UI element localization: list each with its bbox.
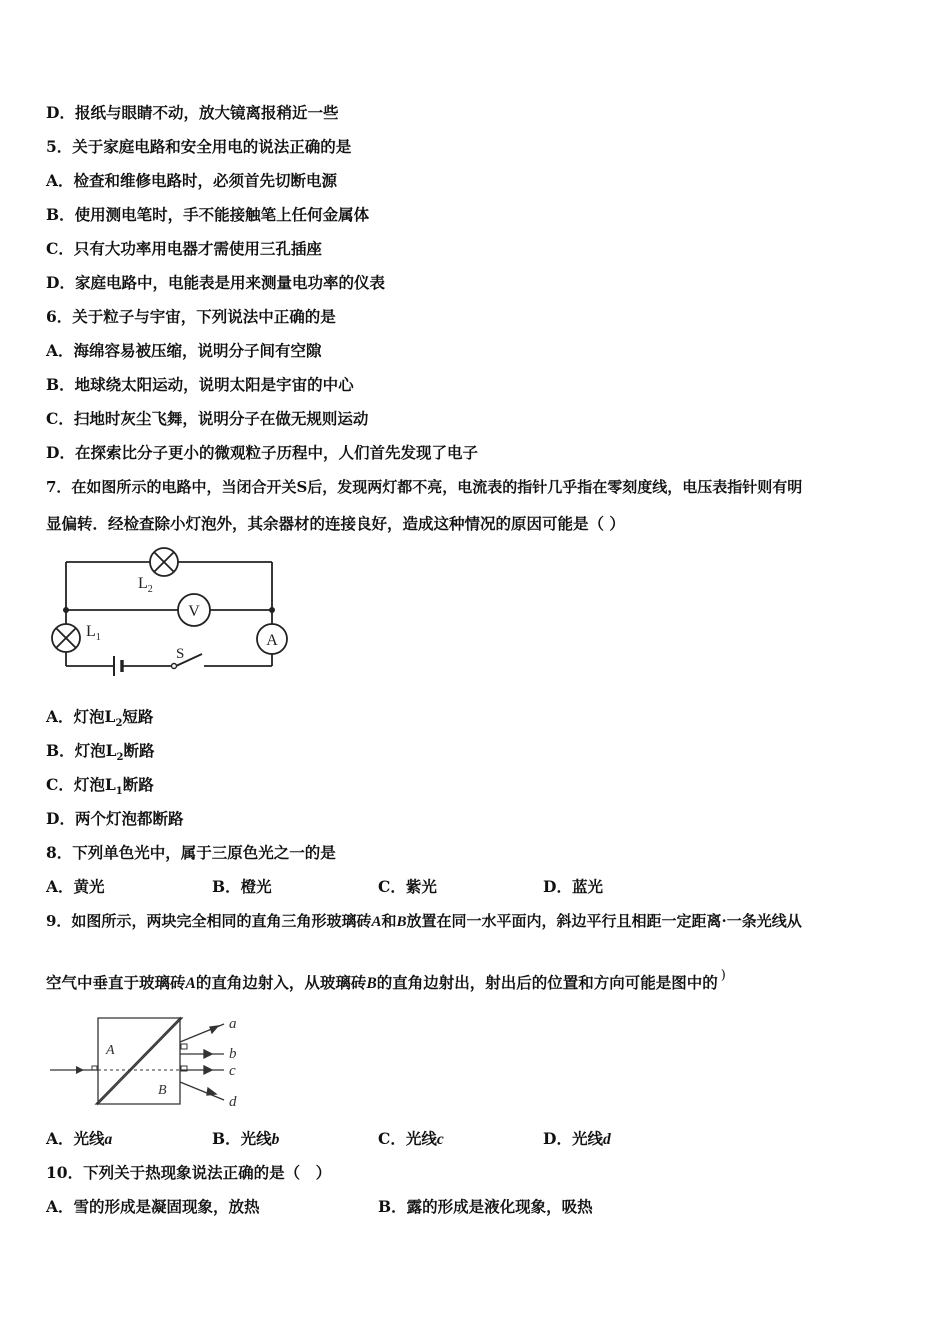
q7-option-a-post: 短路 [122,707,154,726]
q6-option-d: D．在探索比分子更小的微观粒子历程中，人们首先发现了电子 [46,443,478,462]
q9-line2-mid: 的直角边射入，从玻璃砖 [195,973,367,992]
q9-option-d-var: d [602,1131,611,1148]
q7-option-b-post: 断路 [123,741,155,760]
q6-option-c: C．扫地时灰尘飞舞，说明分子在做无规则运动 [46,409,369,428]
ray-d-label: d [229,1094,237,1110]
q10-option-b: B．露的形成是液化现象，吸热 [378,1197,593,1216]
q4-option-d: D．报纸与眼睛不动，放大镜离报稍近一些 [46,103,339,122]
q9-line1-b: B [396,914,407,930]
q9-option-b-text: B．光线 [212,1129,272,1148]
q5-option-d: D．家庭电路中，电能表是用来测量电功率的仪表 [46,273,385,292]
q9-option-a-text: A．光线 [46,1129,105,1148]
q9-line2-post: 的直角边射出，射出后的位置和方向可能是图中的 [376,973,718,992]
q6-option-b: B．地球绕太阳运动，说明太阳是宇宙的中心 [46,375,354,394]
q7-stem-line2: 显偏转．经检查除小灯泡外，其余器材的连接良好，造成这种情况的原因可能是（ ） [46,514,625,533]
q8-option-a: A．黄光 [46,877,105,896]
q7-option-d: D．两个灯泡都断路 [46,809,184,828]
q7-option-b-text: B．灯泡L [46,741,117,760]
q5-option-a: A．检查和维修电路时，必须首先切断电源 [46,171,338,190]
q7-option-c [46,775,154,802]
q9-line2-a: A [185,975,196,992]
q5-option-c: C．只有大功率用电器才需使用三孔插座 [46,239,322,258]
q5-option-b: B．使用测电笔时，手不能接触笔上任何金属体 [46,205,370,224]
lamp-l1-label: L [86,623,96,640]
q10-stem: 10．下列关于热现象说法正确的是（ ） [46,1163,332,1182]
voltmeter-label: V [188,603,200,620]
q9-line2-pre: 空气中垂直于玻璃砖 [46,973,186,992]
q9-stem-line1 [46,911,802,932]
q7-option-b-sub: 2 [116,752,124,764]
q7-option-a [46,707,153,734]
ray-a-label: a [229,1016,237,1032]
q9-option-c [378,1129,444,1150]
q9-option-a [46,1129,112,1150]
q9-option-d [543,1129,611,1150]
q9-option-c-var: c [436,1131,444,1148]
q9-stem-line2 [46,968,726,995]
q9-option-b-var: b [271,1131,280,1148]
optics-diagram [48,1014,252,1112]
lamp-l2-icon [150,548,178,576]
q5-stem: 5．关于家庭电路和安全用电的说法正确的是 [46,137,352,156]
q9-line1-pre: 9．如图所示，两块完全相同的直角三角形玻璃砖 [46,912,372,930]
q7-option-c-post: 断路 [122,775,154,794]
switch-label: S [176,646,185,662]
q7-option-b [46,741,154,768]
q8-option-c: C．紫光 [378,877,437,896]
q8-option-b: B．橙光 [212,877,272,896]
q9-paren: ) [720,968,726,983]
prism-b-label: B [158,1083,167,1098]
ammeter-label: A [266,632,278,649]
lamp-l1-sub: 1 [95,632,101,643]
svg-text:L2 [138,575,153,595]
q7-stem-line1: 7．在如图所示的电路中，当闭合开关S后，发现两灯都不亮，电流表的指针几乎指在零刻度线，电压表指针则有明 [46,478,803,496]
q6-option-a: A．海绵容易被压缩，说明分子间有空隙 [46,341,322,360]
q6-stem: 6．关于粒子与宇宙，下列说法中正确的是 [46,307,336,326]
q8-stem: 8．下列单色光中，属于三原色光之一的是 [46,843,336,862]
q7-option-a-sub: 2 [115,718,123,730]
q9-options-row [46,1129,746,1149]
q9-option-b [212,1129,279,1150]
q7-option-a-text: A．灯泡L [46,707,116,726]
q9-line1-a: A [371,914,382,930]
q7-option-c-text: C．灯泡L [46,775,116,794]
switch-contact [172,664,177,669]
lamp-l1-icon [52,624,80,652]
circuit-diagram [44,546,300,676]
svg-text:L1 [86,623,101,643]
q9-option-d-text: D．光线 [543,1129,603,1148]
q9-option-c-text: C．光线 [378,1129,437,1148]
ray-b-label: b [229,1046,237,1062]
q9-line2-b: B [366,975,377,992]
ray-c-label: c [229,1063,236,1079]
lamp-l2-label: L [138,575,148,592]
q10-option-a: A．雪的形成是凝固现象，放热 [46,1197,260,1216]
prism-a-label: A [106,1043,115,1058]
q9-option-a-var: a [104,1131,113,1148]
q8-options-row [46,877,746,897]
q10-options-row [46,1197,746,1217]
q7-option-c-sub: 1 [115,786,123,798]
q9-line1-post: 放置在同一水平面内，斜边平行且相距一定距离·一条光线从 [406,912,802,930]
q8-option-d: D．蓝光 [543,877,603,896]
lamp-l2-sub: 2 [147,584,153,595]
q9-line1-mid: 和 [381,912,397,930]
